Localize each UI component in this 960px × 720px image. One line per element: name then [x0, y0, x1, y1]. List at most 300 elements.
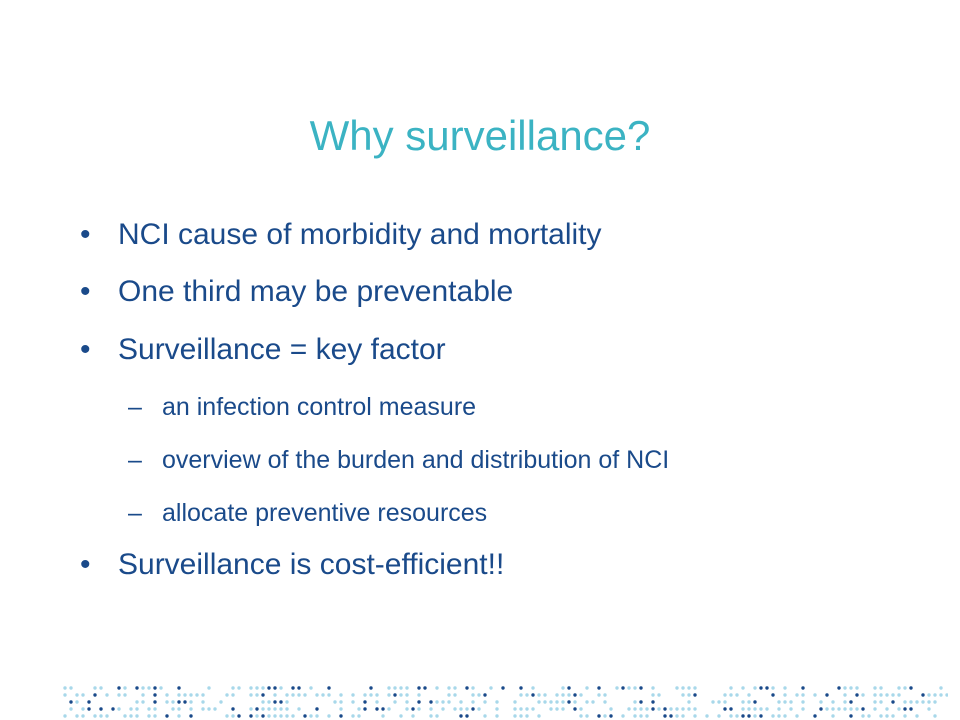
pattern-dot — [309, 714, 312, 717]
pattern-dot — [651, 686, 654, 689]
pattern-dot — [543, 693, 546, 696]
pattern-dot — [333, 700, 336, 703]
pattern-dot — [315, 714, 318, 717]
pattern-dot — [255, 693, 258, 696]
pattern-dot — [189, 707, 192, 710]
pattern-dot — [891, 693, 894, 696]
pattern-dot — [903, 714, 906, 717]
pattern-dot — [771, 693, 774, 696]
pattern-dot — [585, 714, 588, 717]
pattern-dot — [267, 686, 270, 689]
pattern-dot — [831, 714, 834, 717]
pattern-dot — [405, 686, 408, 689]
pattern-dot — [627, 686, 630, 689]
sub-bullet-text: overview of the burden and distribution of NCI — [162, 446, 670, 474]
pattern-dot — [753, 686, 756, 689]
pattern-dot — [177, 693, 180, 696]
pattern-dot — [585, 700, 588, 703]
pattern-dot — [153, 714, 156, 717]
pattern-dot — [573, 700, 576, 703]
pattern-dot — [273, 714, 276, 717]
pattern-dot — [87, 707, 90, 710]
pattern-dot — [561, 707, 564, 710]
pattern-dot — [129, 707, 132, 710]
pattern-dot — [285, 714, 288, 717]
bullet-text: Surveillance = key factor — [118, 333, 446, 366]
pattern-dot — [267, 700, 270, 703]
pattern-dot — [501, 686, 504, 689]
pattern-dot — [771, 686, 774, 689]
pattern-dot — [819, 700, 822, 703]
pattern-dot — [99, 714, 102, 717]
pattern-dot — [447, 700, 450, 703]
pattern-dot — [519, 686, 522, 689]
pattern-dot — [297, 707, 300, 710]
pattern-dot — [849, 714, 852, 717]
pattern-dot — [783, 700, 786, 703]
pattern-dot — [459, 707, 462, 710]
pattern-dot — [147, 714, 150, 717]
pattern-dot — [879, 714, 882, 717]
pattern-dot — [909, 707, 912, 710]
pattern-dot — [405, 700, 408, 703]
pattern-dot — [105, 714, 108, 717]
pattern-dot — [123, 693, 126, 696]
pattern-dot — [885, 707, 888, 710]
pattern-dot — [861, 707, 864, 710]
pattern-dot — [165, 700, 168, 703]
pattern-dot — [135, 707, 138, 710]
pattern-dot — [795, 714, 798, 717]
bullet-item — [80, 330, 446, 370]
pattern-dot — [855, 693, 858, 696]
pattern-dot — [933, 714, 936, 717]
pattern-dot — [327, 714, 330, 717]
pattern-dot — [939, 686, 942, 689]
pattern-dot — [657, 693, 660, 696]
pattern-dot — [939, 693, 942, 696]
pattern-dot — [927, 707, 930, 710]
pattern-dot — [573, 707, 576, 710]
pattern-dot — [231, 714, 234, 717]
pattern-dot — [801, 686, 804, 689]
pattern-dot — [63, 686, 66, 689]
pattern-dot — [549, 707, 552, 710]
pattern-dot — [249, 714, 252, 717]
pattern-dot — [555, 700, 558, 703]
bullet-text: Surveillance is cost-efficient!! — [118, 548, 505, 581]
pattern-dot — [135, 714, 138, 717]
pattern-dot — [279, 714, 282, 717]
pattern-dot — [597, 686, 600, 689]
pattern-dot — [441, 700, 444, 703]
pattern-dot — [117, 693, 120, 696]
pattern-dot — [537, 700, 540, 703]
pattern-dot — [435, 700, 438, 703]
pattern-dot — [75, 693, 78, 696]
pattern-dot — [861, 714, 864, 717]
pattern-dot — [945, 693, 948, 696]
pattern-dot — [561, 686, 564, 689]
pattern-dot — [633, 686, 636, 689]
pattern-dot — [435, 714, 438, 717]
pattern-dot — [429, 700, 432, 703]
pattern-dot — [369, 693, 372, 696]
pattern-dot — [483, 700, 486, 703]
pattern-dot — [645, 707, 648, 710]
pattern-dot — [141, 686, 144, 689]
pattern-dot — [417, 693, 420, 696]
pattern-dot — [687, 693, 690, 696]
pattern-dot — [735, 714, 738, 717]
pattern-dot — [129, 714, 132, 717]
pattern-dot — [471, 693, 474, 696]
pattern-dot — [525, 714, 528, 717]
sub-bullet-item — [128, 390, 476, 424]
pattern-dot — [741, 700, 744, 703]
pattern-dot — [777, 707, 780, 710]
pattern-dot — [261, 714, 264, 717]
pattern-dot — [891, 714, 894, 717]
pattern-dot — [483, 693, 486, 696]
pattern-dot — [567, 700, 570, 703]
pattern-dot — [813, 714, 816, 717]
pattern-dot — [933, 693, 936, 696]
pattern-dot — [339, 714, 342, 717]
pattern-dot — [423, 686, 426, 689]
pattern-dot — [339, 707, 342, 710]
pattern-dot — [789, 707, 792, 710]
pattern-dot — [513, 700, 516, 703]
pattern-dot — [693, 693, 696, 696]
pattern-dot — [165, 693, 168, 696]
pattern-dot — [837, 686, 840, 689]
sub-bullet-item — [128, 443, 669, 477]
pattern-dot — [273, 693, 276, 696]
pattern-dot — [729, 686, 732, 689]
pattern-dot — [273, 686, 276, 689]
pattern-dot — [477, 693, 480, 696]
pattern-dot — [759, 707, 762, 710]
pattern-dot — [201, 707, 204, 710]
pattern-dot — [489, 686, 492, 689]
pattern-dot — [381, 714, 384, 717]
pattern-dot — [387, 686, 390, 689]
pattern-dot — [897, 707, 900, 710]
pattern-dot — [723, 707, 726, 710]
pattern-dot — [339, 693, 342, 696]
pattern-dot — [99, 686, 102, 689]
pattern-dot — [825, 693, 828, 696]
pattern-dot — [417, 707, 420, 710]
pattern-dot — [279, 686, 282, 689]
pattern-dot — [603, 693, 606, 696]
pattern-dot — [207, 707, 210, 710]
pattern-dot — [411, 714, 414, 717]
pattern-dot — [81, 707, 84, 710]
dash-icon: – — [128, 393, 142, 421]
pattern-dot — [825, 707, 828, 710]
pattern-dot — [81, 714, 84, 717]
pattern-dot — [93, 714, 96, 717]
pattern-dot — [435, 686, 438, 689]
pattern-dot — [63, 693, 66, 696]
pattern-dot — [75, 700, 78, 703]
pattern-dot — [405, 707, 408, 710]
pattern-dot — [675, 714, 678, 717]
pattern-dot — [651, 693, 654, 696]
pattern-dot — [297, 693, 300, 696]
pattern-dot — [63, 714, 66, 717]
pattern-dot — [117, 686, 120, 689]
pattern-dot — [387, 693, 390, 696]
pattern-dot — [747, 714, 750, 717]
pattern-dot — [681, 686, 684, 689]
pattern-dot — [603, 700, 606, 703]
pattern-dot — [765, 686, 768, 689]
pattern-dot — [249, 693, 252, 696]
pattern-dot — [609, 714, 612, 717]
pattern-dot — [609, 707, 612, 710]
pattern-dot — [177, 686, 180, 689]
pattern-dot — [765, 707, 768, 710]
pattern-dot — [279, 700, 282, 703]
pattern-dot — [873, 700, 876, 703]
pattern-dot — [747, 700, 750, 703]
pattern-dot — [387, 707, 390, 710]
sub-bullet-item — [128, 496, 487, 530]
pattern-dot — [147, 707, 150, 710]
pattern-dot — [651, 707, 654, 710]
pattern-dot — [447, 686, 450, 689]
pattern-dot — [261, 693, 264, 696]
pattern-dot — [879, 700, 882, 703]
pattern-dot — [513, 714, 516, 717]
pattern-dot — [519, 714, 522, 717]
pattern-dot — [141, 700, 144, 703]
pattern-dot — [261, 686, 264, 689]
pattern-dot — [657, 707, 660, 710]
pattern-dot — [279, 707, 282, 710]
pattern-dot — [669, 714, 672, 717]
pattern-dot — [723, 693, 726, 696]
pattern-dot — [255, 707, 258, 710]
pattern-dot — [855, 707, 858, 710]
pattern-dot — [687, 700, 690, 703]
pattern-dot — [531, 707, 534, 710]
pattern-dot — [735, 693, 738, 696]
pattern-dot — [459, 714, 462, 717]
pattern-dot — [153, 707, 156, 710]
pattern-dot — [723, 700, 726, 703]
pattern-dot — [579, 707, 582, 710]
pattern-dot — [471, 700, 474, 703]
pattern-dot — [285, 700, 288, 703]
pattern-dot — [207, 686, 210, 689]
pattern-dot — [603, 714, 606, 717]
pattern-dot — [171, 700, 174, 703]
pattern-dot — [315, 693, 318, 696]
pattern-dot — [687, 707, 690, 710]
pattern-dot — [339, 700, 342, 703]
pattern-dot — [873, 686, 876, 689]
pattern-dot — [741, 707, 744, 710]
pattern-dot — [531, 693, 534, 696]
pattern-dot — [915, 700, 918, 703]
sub-bullet-text: an infection control measure — [162, 393, 477, 421]
pattern-dot — [555, 693, 558, 696]
pattern-dot — [801, 700, 804, 703]
pattern-dot — [741, 714, 744, 717]
pattern-dot — [741, 686, 744, 689]
pattern-dot — [441, 707, 444, 710]
pattern-dot — [561, 693, 564, 696]
pattern-dot — [177, 700, 180, 703]
pattern-dot — [429, 714, 432, 717]
pattern-dot — [141, 693, 144, 696]
pattern-dot — [879, 693, 882, 696]
pattern-dot — [795, 693, 798, 696]
pattern-dot — [153, 700, 156, 703]
pattern-dot — [177, 707, 180, 710]
bullet-icon: • — [80, 548, 91, 581]
pattern-dot — [843, 686, 846, 689]
pattern-dot — [393, 686, 396, 689]
pattern-dot — [303, 693, 306, 696]
pattern-dot — [183, 700, 186, 703]
pattern-dot — [813, 693, 816, 696]
pattern-dot — [321, 693, 324, 696]
bullet-item — [80, 545, 504, 585]
pattern-dot — [99, 707, 102, 710]
pattern-dot — [123, 686, 126, 689]
dash-icon: – — [128, 499, 142, 527]
bullet-item — [80, 272, 513, 312]
pattern-dot — [537, 693, 540, 696]
pattern-dot — [477, 707, 480, 710]
pattern-dot — [771, 714, 774, 717]
bullet-icon: • — [80, 218, 91, 251]
pattern-dot — [759, 714, 762, 717]
pattern-dot — [453, 707, 456, 710]
pattern-dot — [231, 686, 234, 689]
pattern-dot — [849, 707, 852, 710]
pattern-dot — [189, 693, 192, 696]
pattern-dot — [693, 714, 696, 717]
pattern-dot — [831, 707, 834, 710]
pattern-dot — [849, 700, 852, 703]
pattern-dot — [915, 714, 918, 717]
pattern-dot — [189, 700, 192, 703]
pattern-dot — [645, 714, 648, 717]
pattern-dot — [291, 714, 294, 717]
pattern-dot — [69, 707, 72, 710]
pattern-dot — [669, 707, 672, 710]
pattern-dot — [171, 707, 174, 710]
pattern-dot — [843, 707, 846, 710]
pattern-dot — [309, 686, 312, 689]
pattern-dot — [93, 686, 96, 689]
pattern-dot — [297, 686, 300, 689]
pattern-dot — [291, 693, 294, 696]
pattern-dot — [363, 700, 366, 703]
pattern-dot — [195, 693, 198, 696]
pattern-dot — [87, 700, 90, 703]
pattern-dot — [621, 686, 624, 689]
pattern-dot — [633, 707, 636, 710]
pattern-dot — [747, 693, 750, 696]
pattern-dot — [903, 700, 906, 703]
pattern-dot — [927, 693, 930, 696]
pattern-dot — [291, 686, 294, 689]
pattern-dot — [183, 693, 186, 696]
pattern-dot — [537, 714, 540, 717]
pattern-dot — [135, 700, 138, 703]
bullet-text: NCI cause of morbidity and mortality — [118, 218, 602, 251]
pattern-dot — [255, 714, 258, 717]
pattern-dot — [495, 707, 498, 710]
pattern-dot — [681, 714, 684, 717]
pattern-dot — [273, 700, 276, 703]
pattern-dot — [525, 693, 528, 696]
pattern-dot — [909, 686, 912, 689]
pattern-dot — [543, 700, 546, 703]
pattern-dot — [159, 686, 162, 689]
pattern-dot — [249, 707, 252, 710]
pattern-dot — [399, 693, 402, 696]
pattern-dot — [495, 714, 498, 717]
pattern-dot — [519, 693, 522, 696]
pattern-dot — [363, 707, 366, 710]
pattern-dot — [225, 714, 228, 717]
pattern-dot — [219, 700, 222, 703]
pattern-dot — [285, 707, 288, 710]
pattern-dot — [531, 686, 534, 689]
pattern-dot — [639, 686, 642, 689]
pattern-dot — [615, 686, 618, 689]
pattern-dot — [399, 686, 402, 689]
pattern-dot — [777, 714, 780, 717]
pattern-dot — [393, 693, 396, 696]
sub-bullet-text: allocate preventive resources — [162, 499, 488, 527]
pattern-dot — [153, 686, 156, 689]
pattern-dot — [69, 700, 72, 703]
pattern-dot — [633, 700, 636, 703]
pattern-dot — [849, 686, 852, 689]
pattern-dot — [429, 707, 432, 710]
pattern-dot — [663, 707, 666, 710]
pattern-dot — [753, 707, 756, 710]
pattern-dot — [399, 714, 402, 717]
pattern-dot — [165, 714, 168, 717]
pattern-dot — [549, 700, 552, 703]
pattern-dot — [843, 693, 846, 696]
pattern-dot — [267, 714, 270, 717]
pattern-dot — [681, 693, 684, 696]
dash-icon: – — [128, 446, 142, 474]
pattern-dot — [621, 714, 624, 717]
pattern-dot — [135, 686, 138, 689]
pattern-dot — [561, 700, 564, 703]
bullet-icon: • — [80, 333, 91, 366]
pattern-dot — [693, 686, 696, 689]
pattern-dot — [249, 686, 252, 689]
pattern-dot — [351, 714, 354, 717]
pattern-dot — [417, 700, 420, 703]
pattern-dot — [837, 707, 840, 710]
pattern-dot — [453, 693, 456, 696]
pattern-dot — [729, 714, 732, 717]
